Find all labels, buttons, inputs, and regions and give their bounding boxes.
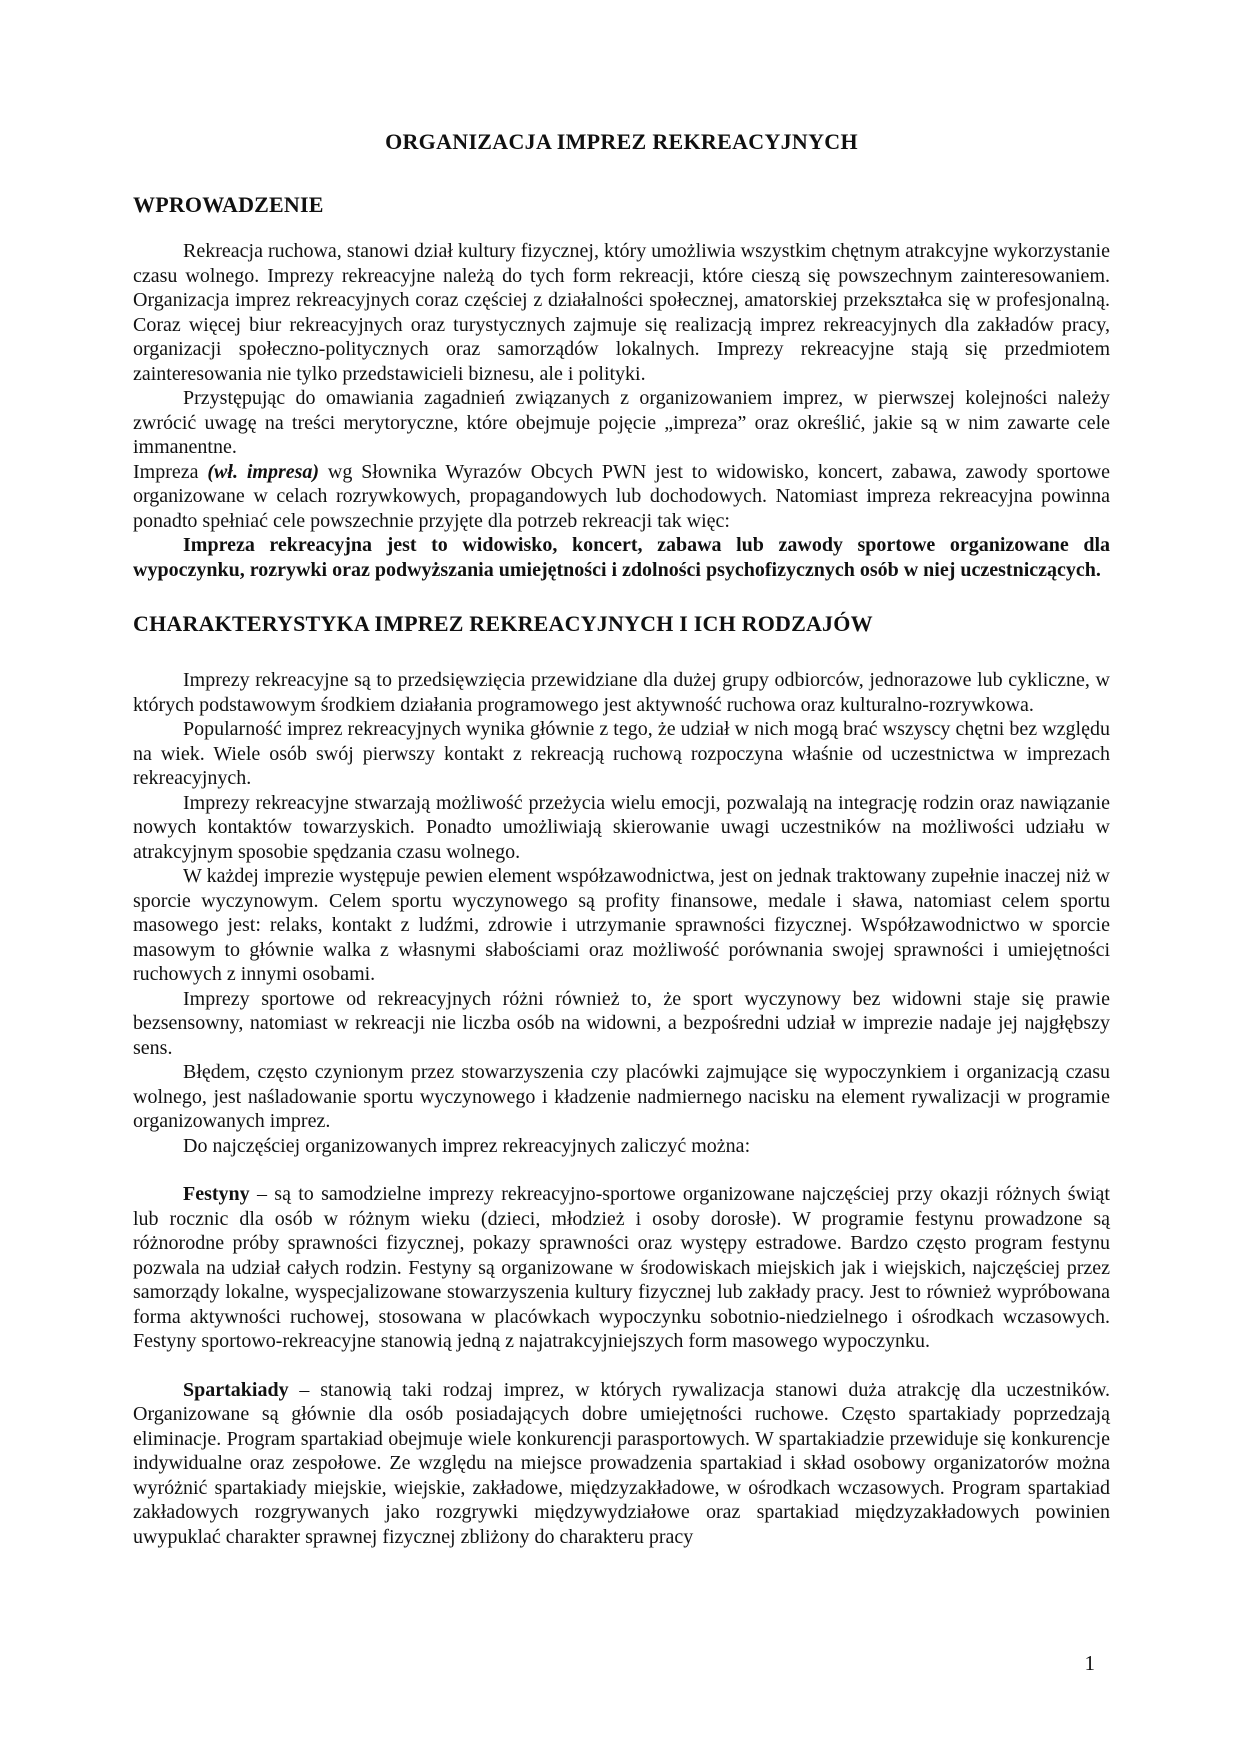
paragraph — [133, 1060, 1110, 1134]
text-segment: W każdej imprezie występuje pewien element współzawodnictwa, jest on jednak traktowany zupełnie inaczej niż w sporcie wyczynowym. Celem sportu wyczynowego są profity finansowe, medale i sława, natomiast celem sportu masowego jest: relaks, kontakt z ludźmi, zdrowie i utrzymanie sprawności fizycznej. Współzawodnictwo w sporcie masowym to głównie walka z własnymi słabościami oraz możliwość porównania swojej sprawności i umiejętności ruchowych z innymi osobami. — [133, 865, 1110, 985]
text-segment: Festyny — [183, 1183, 250, 1205]
text-segment: Imprezy rekreacyjne stwarzają możliwość przeżycia wielu emocji, pozwalają na integrację rodzin oraz nawiązanie nowych kontaktów towarzyskich. Ponadto umożliwiają skierowanie uwagi uczestników na możliwości udziału w atrakcyjnym sposobie spędzania czasu wolnego. — [133, 791, 1110, 863]
text-segment: – są to samodzielne imprezy rekreacyjno-sportowe organizowane najczęściej przy okazji różnych świąt lub rocznic dla osób w różnym wieku (dzieci, młodzież i osoby dorosłe). W programie festynu prowadzone są różnorodne próby sprawności fizycznej, pokazy sprawności oraz występy estradowe. Bardzo często program festynu pozwala na udział całych rodzin. Festyny są organizowane w środowiskach miejskich jak i wiejskich, najczęściej przez samorządy lokalne, wyspecjalizowane stowarzyszenia kultury fizycznej lub zakłady pracy. Jest to również wypróbowana forma aktywności ruchowej, stosowana w placówkach wypoczynku sobotnio-niedzielnego i ośrodkach wczasowych. Festyny sportowo-rekreacyjne stanowią jedną z najatrakcyjniejszych form masowego wypoczynku. — [133, 1183, 1110, 1352]
page-number: 1 — [1084, 1651, 1095, 1675]
document-title: ORGANIZACJA IMPREZ REKREACYJNYCH — [385, 129, 858, 154]
text-segment: Rekreacja ruchowa, stanowi dział kultury fizycznej, który umożliwia wszystkim chętnym atrakcyjne wykorzystanie czasu wolnego. Imprezy rekreacyjne należą do tych form rekreacji, które cieszą się powszechnym zainteresowaniem. Organizacja imprez rekreacyjnych coraz częściej z działalności społecznej, amatorskiej przekształca się w profesjonalną. Coraz więcej biur rekreacyjnych oraz turystycznych zajmuje się realizacją imprez rekreacyjnych dla zakładów pracy, organizacji społeczno-politycznych oraz samorządów lokalnych. Imprezy rekreacyjne stają się przedmiotem zainteresowania nie tylko przedstawicieli biznesu, ale i polityki. — [133, 240, 1110, 385]
paragraph — [133, 987, 1110, 1061]
text-segment: Imprezy sportowe od rekreacyjnych różni również to, że sport wyczynowy bez widowni staje się prawie bezsensowny, natomiast w rekreacji nie liczba osób na widowni, a bezpośredni udział w imprezie nadaje jej najgłębszy sens. — [133, 987, 1110, 1059]
section-paragraphs — [133, 239, 1110, 582]
paragraph — [133, 1134, 1110, 1159]
paragraph — [133, 717, 1110, 791]
text-segment: wg Słownika Wyrazów Obcych PWN jest to widowisko, koncert, zabawa, zawody sportowe organizowane w celach rozrywkowych, propagandowych lub dochodowych. Natomiast impreza rekreacyjna powinna ponadto spełniać cele powszechnie przyjęte dla potrzeb rekreacji tak więc: — [133, 460, 1110, 532]
document-body — [133, 191, 1110, 1549]
paragraph — [133, 533, 1110, 582]
text-segment: – stanowią taki rodzaj imprez, w których rywalizacja stanowi duża atrakcję dla uczestników. Organizowane są głównie dla osób posiadających dobre umiejętności ruchowe. Często spartakiady poprzedzają eliminacje. Program spartakiad obejmuje wiele konkurencji parasportowych. W spartakiadzie przewiduje się konkurencje indywidualne oraz zespołowe. Ze względu na miejsce prowadzenia spartakiad i skład osobowy organizatorów można wyróżnić spartakiady miejskie, wiejskie, zakładowe, międzyzakładowe, w ośrodkach wczasowych. Program spartakiad zakładowych rozgrywanych jako rozgrywki międzywydziałowe oraz spartakiad międzyzakładowych powinien uwypuklać charakter sprawnej fizycznej zbliżony do charakteru pracy — [133, 1378, 1110, 1548]
text-segment: Błędem, często czynionym przez stowarzyszenia czy placówki zajmujące się wypoczynkiem i organizacją czasu wolnego, jest naśladowanie sportu wyczynowego i kładzenie nadmiernego nacisku na element rywalizacji w programie organizowanych imprez. — [133, 1061, 1110, 1132]
text-segment: Przystępując do omawiania zagadnień związanych z organizowaniem imprez, w pierwszej kolejności należy zwrócić uwagę na treści merytoryczne, które obejmuje pojęcie „impreza” oraz określić, jakie są w nim zawarte cele immanentne. — [133, 387, 1110, 458]
text-segment: Do najczęściej organizowanych imprez rekreacyjnych zaliczyć można: — [183, 1134, 751, 1157]
text-segment: Impreza — [133, 460, 208, 483]
paragraph — [133, 864, 1110, 987]
paragraph — [133, 1378, 1110, 1550]
text-segment: Imprezy rekreacyjne są to przedsięwzięcia przewidziane dla dużej grupy odbiorców, jednorazowe lub cykliczne, w których podstawowym środkiem działania programowego jest aktywność ruchowa oraz kulturalno-rozrywkowa. — [133, 669, 1110, 716]
document-section — [133, 191, 1110, 582]
section-heading: WPROWADZENIE — [133, 192, 324, 217]
text-segment: (wł. impresa) — [207, 460, 320, 483]
text-segment: Popularność imprez rekreacyjnych wynika głównie z tego, że udział w nich mogą brać wszyscy chętni bez względu na wiek. Wiele osób swój pierwszy kontakt z rekreacją ruchową rozpoczyna właśnie od uczestnictwa w imprezach rekreacyjnych. — [133, 718, 1110, 789]
section-heading: CHARAKTERYSTYKA IMPREZ REKREACYJNYCH I ICH RODZAJÓW — [133, 611, 873, 636]
text-segment: Spartakiady — [183, 1378, 289, 1401]
document-section — [133, 610, 1110, 1549]
paragraph — [133, 460, 1110, 534]
section-paragraphs — [133, 668, 1110, 1549]
paragraph — [133, 668, 1110, 717]
paragraph — [133, 1182, 1110, 1354]
paragraph — [133, 239, 1110, 386]
paragraph — [133, 386, 1110, 460]
text-segment: Impreza rekreacyjna jest to widowisko, koncert, zabawa lub zawody sportowe organizowane dla wypoczynku, rozrywki oraz podwyższania umiejętności i zdolności psychofizycznych osób w niej uczestniczących. — [133, 534, 1110, 581]
paragraph — [133, 791, 1110, 865]
